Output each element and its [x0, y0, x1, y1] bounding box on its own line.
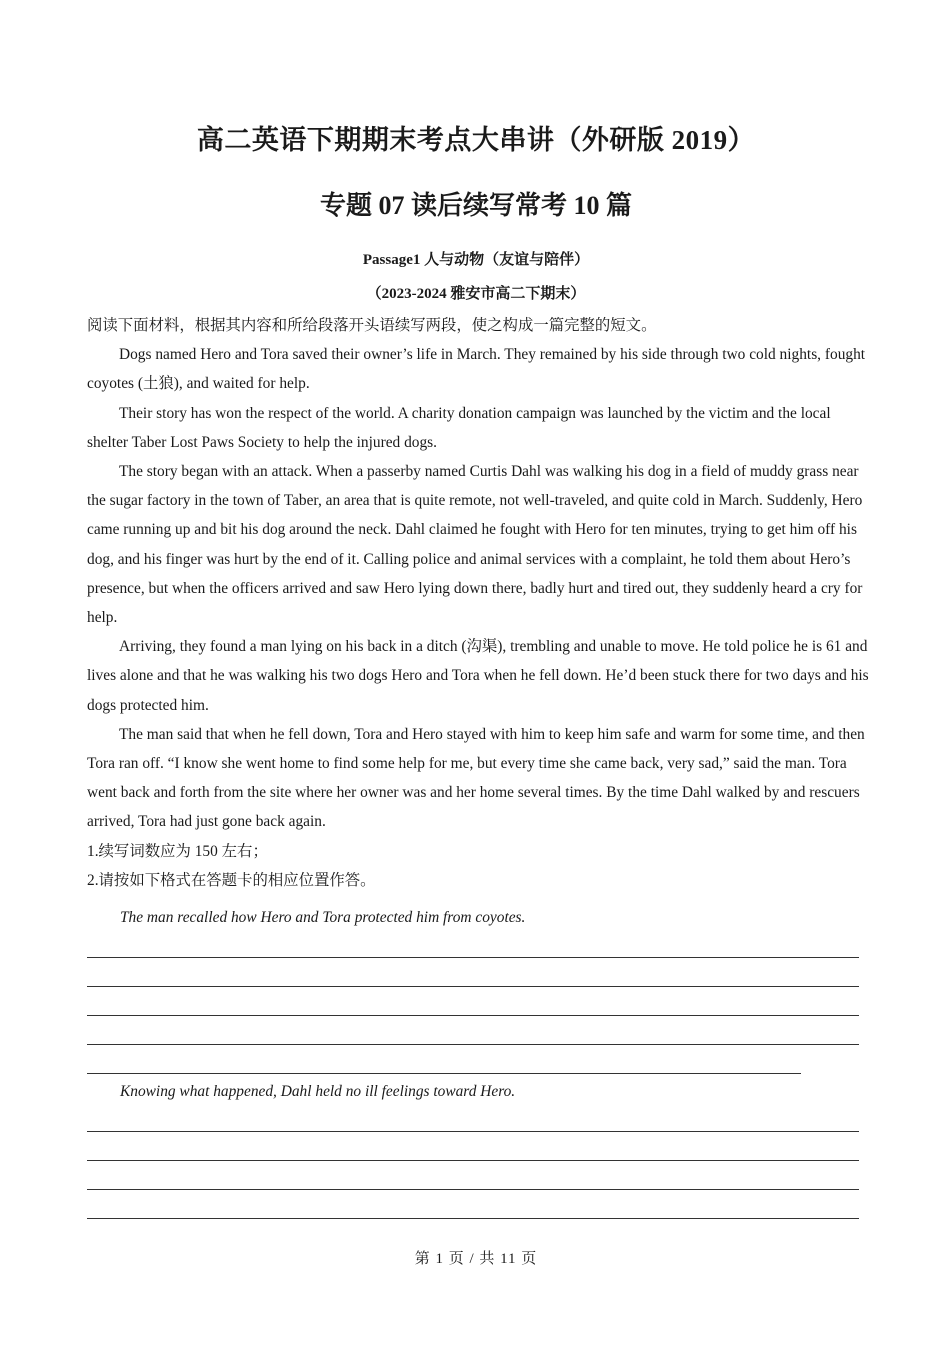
- answer-line: [87, 1015, 859, 1016]
- source-heading: （2023-2024 雅安市高二下期末）: [366, 286, 586, 302]
- answer-line: [87, 1160, 859, 1161]
- document-title: 高二英语下期期末考点大串讲（外研版 2019）: [196, 125, 756, 155]
- passage-heading: Passage1 人与动物（友谊与陪伴）: [362, 252, 590, 268]
- continuation-prompt-1: The man recalled how Hero and Tora protected him from coyotes.: [120, 909, 526, 926]
- answer-line: [87, 957, 859, 958]
- topic-title: 专题 07 读后续写常考 10 篇: [319, 191, 632, 220]
- paragraph-2: Their story has won the respect of the world. A charity donation campaign was launched by the victim and the local shelter Taber Lost Paws Society to help the injured dogs.: [87, 404, 831, 451]
- page-footer: 第 1 页 / 共 11 页: [414, 1251, 538, 1267]
- answer-line: [87, 1131, 859, 1132]
- answer-line: [87, 1044, 859, 1045]
- paragraph-3: The story began with an attack. When a passerby named Curtis Dahl was walking his dog in a field of muddy grass near the sugar factory in the town of Taber, an area that is quite remote, not well-traveled, and quite cold in March. Suddenly, Hero came running up and bit his dog around the neck. Dahl claimed he fought with Hero for ten minutes, trying to get him off his dog, and his finger was hurt by the end of it. Calling police and animal services with a complaint, he told them about Hero’s presence, but when the officers arrived and saw Hero lying down there, badly hurt and tired out, they suddenly heard a cry for help.: [87, 463, 863, 627]
- instruction-text: 阅读下面材料，根据其内容和所给段落开头语续写两段，使之构成一篇完整的短文。: [87, 317, 657, 334]
- continuation-prompt-2: Knowing what happened, Dahl held no ill feelings toward Hero.: [120, 1083, 516, 1100]
- paragraph-5: The man said that when he fell down, Tora and Hero stayed with him to keep him safe and warm for some time, and then Tora ran off. “I know she went home to find some help for me, but every time she came back, very sad,” said the man. Tora went back and forth from the site where her owner was and her home several times. By the time Dahl walked by and rescuers arrived, Tora had just gone back again.: [87, 725, 865, 831]
- passage-body: [87, 311, 871, 895]
- requirement-2: 2.请按如下格式在答题卡的相应位置作答。: [87, 871, 376, 889]
- answer-line: [87, 1218, 859, 1219]
- answer-line: [87, 1189, 859, 1190]
- paragraph-4: Arriving, they found a man lying on his back in a ditch (沟渠), trembling and unable to move. He told police he is 61 and lives alone and that he was walking his two dogs Hero and Tora when he fell down. He’d been stuck there for two days and his dogs protected him.: [87, 638, 869, 714]
- answer-line: [87, 986, 859, 987]
- answer-line: [87, 1073, 801, 1074]
- paragraph-1: Dogs named Hero and Tora saved their owner’s life in March. They remained by his side through two cold nights, fought coyotes (土狼), and waited for help.: [87, 346, 866, 393]
- requirement-1: 1.续写词数应为 150 左右；: [87, 842, 268, 860]
